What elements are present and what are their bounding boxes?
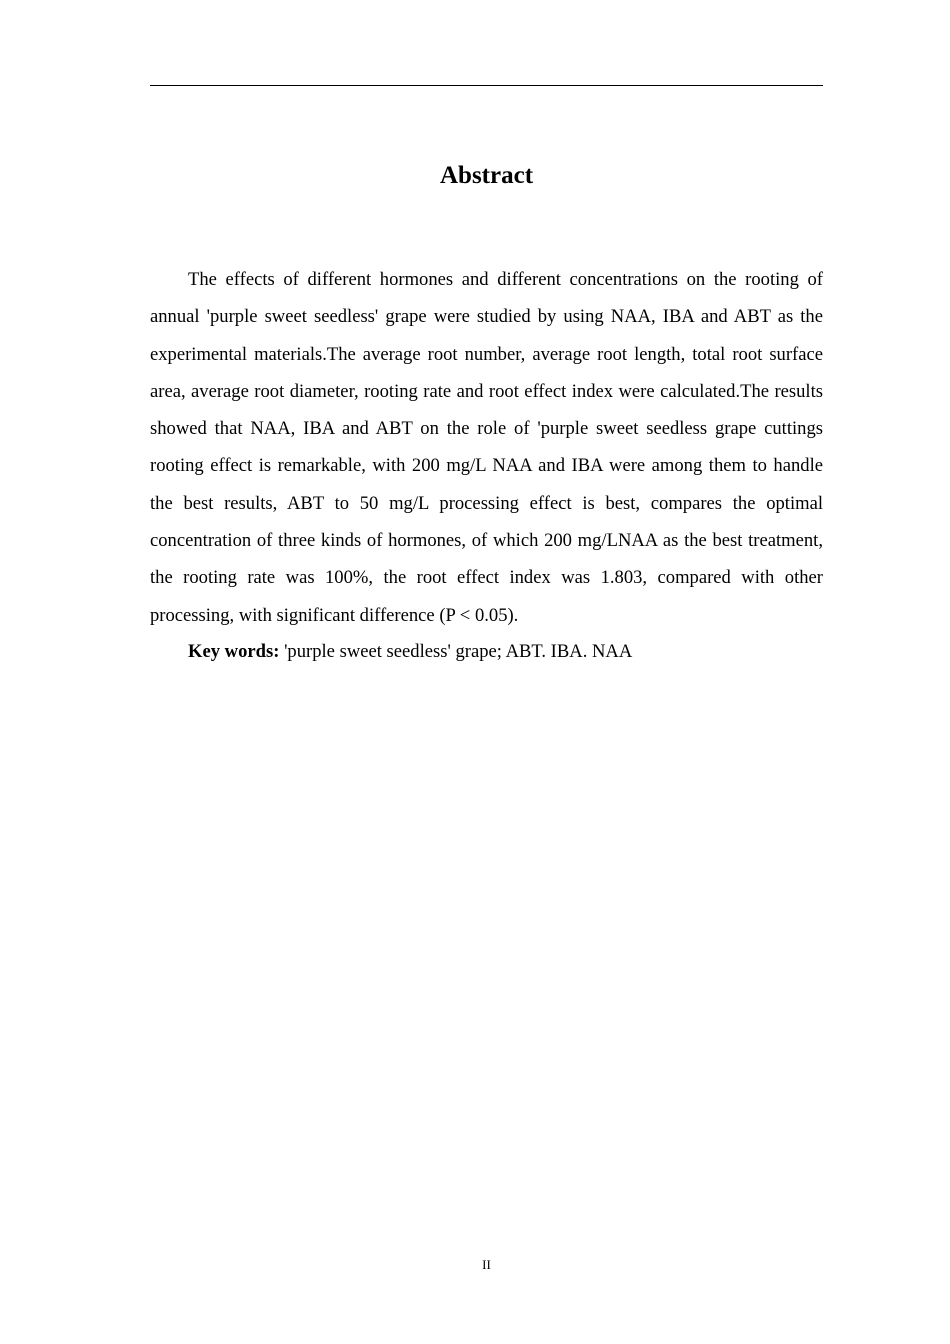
header-rule <box>150 85 823 86</box>
keywords-value: 'purple sweet seedless' grape; ABT. IBA. NAA <box>284 641 633 662</box>
keywords-label: Key words: <box>188 641 280 662</box>
abstract-body: The effects of different hormones and different concentrations on the rooting of annual 'purple sweet seedless' grape were studied by using NAA, IBA and ABT as the experimental materials.The average root number, average root length, total root surface area, average root diameter, rooting rate and root effect index were calculated.The results showed that NAA, IBA and ABT on the role of 'purple sweet seedless grape cuttings rooting effect is remarkable, with 200 mg/L NAA and IBA were among them to handle the best results, ABT to 50 mg/L processing effect is best, compares the optimal concentration of three kinds of hormones, of which 200 mg/LNAA as the best treatment, the rooting rate was 100%, the root effect index was 1.803, compared with other processing, with significant difference (P < 0.05). <box>150 269 823 626</box>
abstract-title: Abstract <box>439 162 534 189</box>
keywords-line <box>150 633 823 670</box>
page-number: II <box>482 1257 491 1272</box>
